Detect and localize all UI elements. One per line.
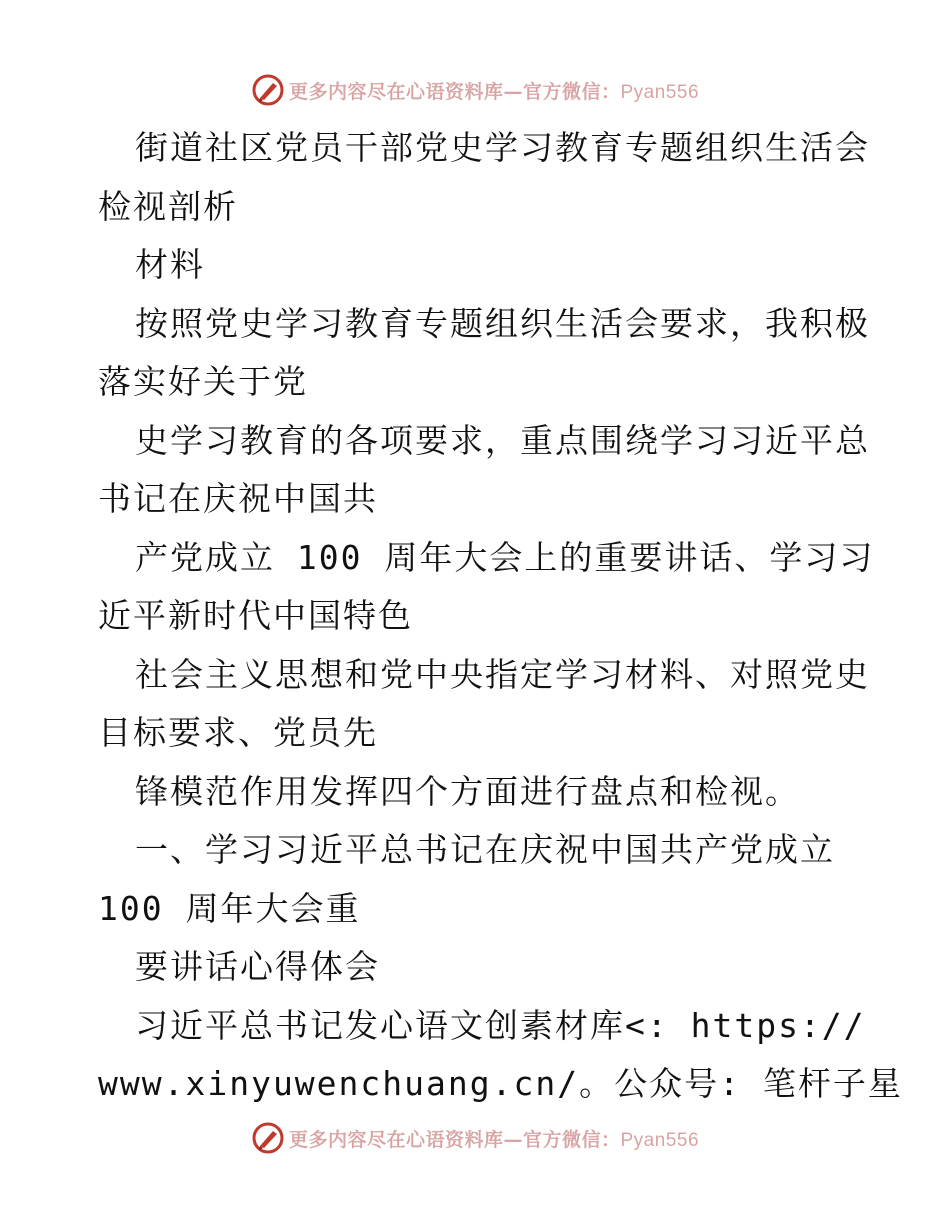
- document-line: 要讲话心得体会: [135, 947, 380, 986]
- document-line: 锋模范作用发挥四个方面进行盘点和检视。: [135, 771, 800, 811]
- document-line: 一、学习习近平总书记在庆祝中国共产党成立: [135, 830, 835, 869]
- document-line: 按照党史学习教育专题组织生活会要求，我积极: [135, 303, 870, 343]
- header-watermark-banner: [0, 70, 950, 110]
- document-line: 落实好关于党: [98, 362, 308, 401]
- wechat-id: Pyan556: [620, 81, 700, 103]
- document-line: 检视剖析: [98, 186, 238, 226]
- document-line: 街道社区党员干部党史学习教育专题组织生活会: [135, 128, 870, 167]
- wechat-id: Pyan556: [620, 1129, 700, 1151]
- document-line: 社会主义思想和党中央指定学习材料、对照党史: [135, 654, 870, 694]
- footer-watermark-banner: [0, 1118, 950, 1158]
- banner-text: 更多内容尽在心语资料库—官方微信：Pyan556: [288, 1128, 700, 1151]
- document-line: www.xinyuwenchuang.cn/。公众号: 笔杆子星: [98, 1064, 903, 1103]
- document-line: 100 周年大会重: [98, 888, 361, 928]
- pen-logo-icon: [251, 1121, 285, 1155]
- document-line: 产党成立 100 周年大会上的重要讲话、学习习: [135, 537, 875, 577]
- document-line: 史学习教育的各项要求，重点围绕学习习近平总: [135, 420, 870, 460]
- document-line: 近平新时代中国特色: [98, 596, 413, 635]
- banner-text: 更多内容尽在心语资料库—官方微信：Pyan556: [288, 80, 700, 103]
- document-line: 书记在庆祝中国共: [98, 479, 378, 518]
- document-line: 材料: [135, 245, 205, 284]
- document-line: 习近平总书记发心语文创素材库<: https://: [135, 1005, 866, 1045]
- document-body: [98, 119, 903, 1114]
- document-line: 目标要求、党员先: [98, 713, 378, 752]
- pen-logo-icon: [251, 73, 285, 107]
